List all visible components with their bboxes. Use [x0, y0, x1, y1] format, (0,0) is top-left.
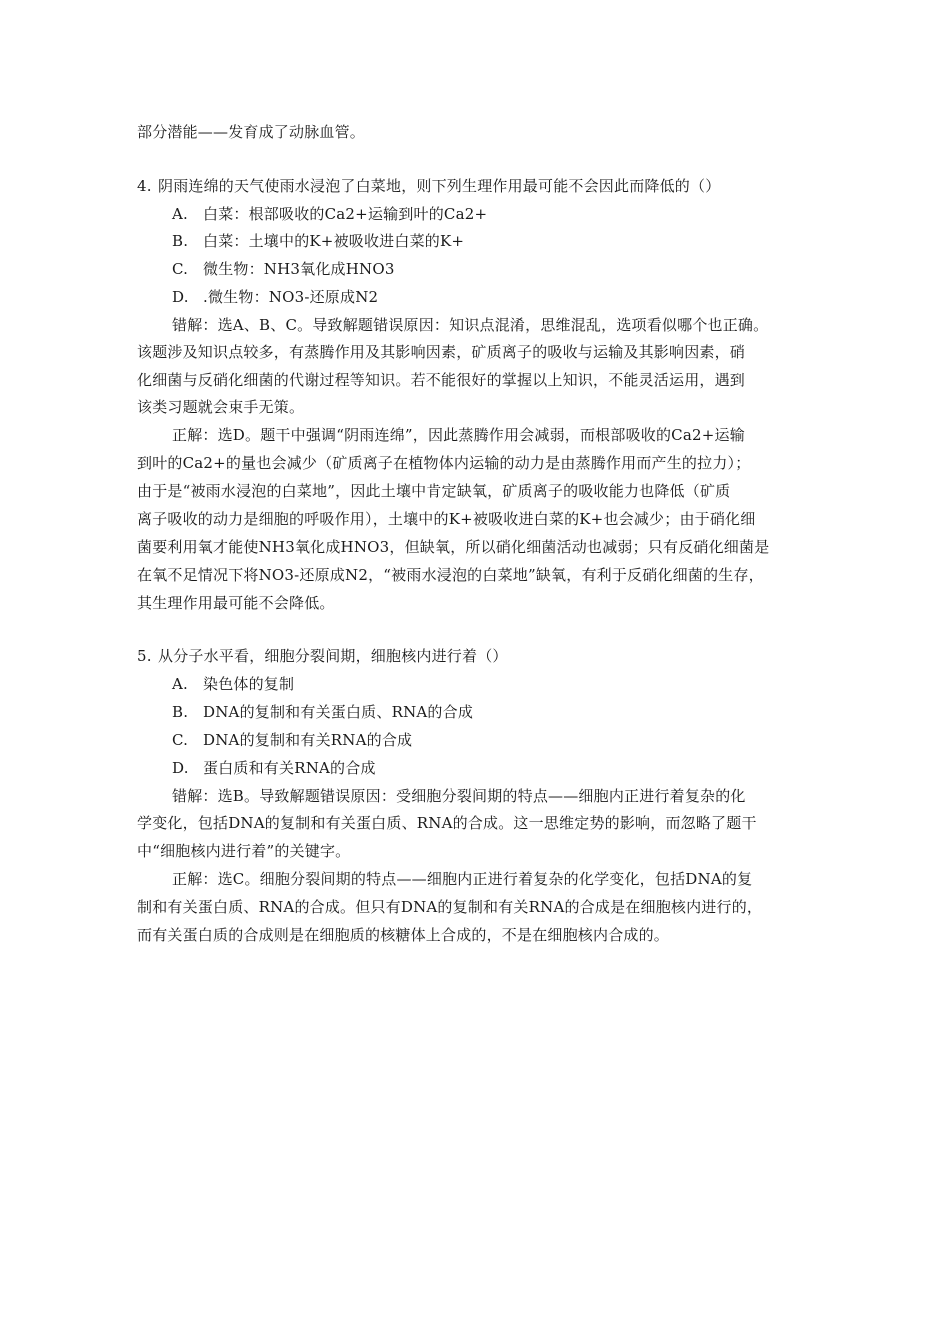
q5-right-line: 而有关蛋白质的合成则是在细胞质的核糖体上合成的，不是在细胞核内合成的。 [137, 926, 670, 944]
q4-stem: 阴雨连绵的天气使雨水浸泡了白菜地，则下列生理作用最可能不会因此而降低的（） [158, 177, 721, 195]
q4-option-b-text: 白菜：土壤中的K+被吸收进白菜的K+ [203, 232, 465, 250]
q4-right-line: 菌要利用氧才能使NH3氧化成HNO3，但缺氧，所以硝化细菌活动也减弱；只有反硝化细菌是 [137, 538, 770, 556]
q5-number: 5. [137, 647, 152, 665]
q5-option-d-label: D. [172, 759, 189, 777]
q4-right-line: 正解：选D。题干中强调“阴雨连绵”，因此蒸腾作用会减弱，而根部吸收的Ca2+运输 [172, 426, 745, 444]
q4-option-d-text: .微生物：NO3-还原成N2 [203, 288, 379, 306]
q4-option-b-label: B. [172, 232, 189, 250]
q5-option-b-text: DNA的复制和有关蛋白质、RNA的合成 [203, 703, 474, 721]
q5-wrong-line: 学变化，包括DNA的复制和有关蛋白质、RNA的合成。这一思维定势的影响，而忽略了题干 [137, 814, 757, 832]
q5-right-line: 制和有关蛋白质、RNA的合成。但只有DNA的复制和有关RNA的合成是在细胞核内进行的， [137, 898, 763, 916]
q5-option-c-text: DNA的复制和有关RNA的合成 [203, 731, 413, 749]
q4-wrong-line: 该题涉及知识点较多，有蒸腾作用及其影响因素，矿质离子的吸收与运输及其影响因素，硝 [137, 343, 746, 361]
q5-wrong-line: 错解：选B。导致解题错误原因：受细胞分裂间期的特点——细胞内正进行着复杂的化 [172, 787, 746, 805]
q4-option-c-text: 微生物：NH3氧化成HNO3 [203, 260, 395, 278]
q4-wrong-line: 错解：选A、B、C。导致解题错误原因：知识点混淆，思维混乱，选项看似哪个也正确。 [172, 316, 769, 334]
q4-option-a-text: 白菜：根部吸收的Ca2+运输到叶的Ca2+ [203, 205, 488, 223]
q4-wrong-line: 该类习题就会束手无策。 [137, 398, 305, 416]
q4-option-d-label: D. [172, 288, 189, 306]
q5-wrong-line: 中“细胞核内进行着”的关键字。 [137, 842, 351, 860]
q4-option-c-label: C. [172, 260, 189, 278]
q4-right-line: 由于是“被雨水浸泡的白菜地”，因此土壤中肯定缺氧，矿质离子的吸收能力也降低（矿质 [137, 482, 731, 500]
q5-stem: 从分子水平看，细胞分裂间期，细胞核内进行着（） [158, 647, 508, 665]
q5-option-a-label: A. [172, 675, 189, 693]
q5-option-a-text: 染色体的复制 [203, 675, 295, 693]
q4-right-line: 到叶的Ca2+的量也会减少（矿质离子在植物体内运输的动力是由蒸腾作用而产生的拉力）； [137, 454, 751, 472]
q4-option-a-label: A. [172, 205, 189, 223]
q5-option-d-text: 蛋白质和有关RNA的合成 [203, 759, 376, 777]
q5-option-c-label: C. [172, 731, 189, 749]
q4-right-line: 在氧不足情况下将NO3-还原成N2，“被雨水浸泡的白菜地”缺氧，有利于反硝化细菌的生存， [137, 566, 764, 584]
q5-right-line: 正解：选C。细胞分裂间期的特点——细胞内正进行着复杂的化学变化，包括DNA的复 [172, 870, 753, 888]
q4-wrong-line: 化细菌与反硝化细菌的代谢过程等知识。若不能很好的掌握以上知识，不能灵活运用，遇到 [137, 371, 746, 389]
q4-right-line: 离子吸收的动力是细胞的呼吸作用），土壤中的K+被吸收进白菜的K+也会减少；由于硝化细 [137, 510, 756, 528]
q4-right-line: 其生理作用最可能不会降低。 [137, 594, 335, 612]
q4-number: 4. [137, 177, 152, 195]
continuation-text: 部分潜能——发育成了动脉血管。 [137, 123, 366, 141]
q5-option-b-label: B. [172, 703, 189, 721]
